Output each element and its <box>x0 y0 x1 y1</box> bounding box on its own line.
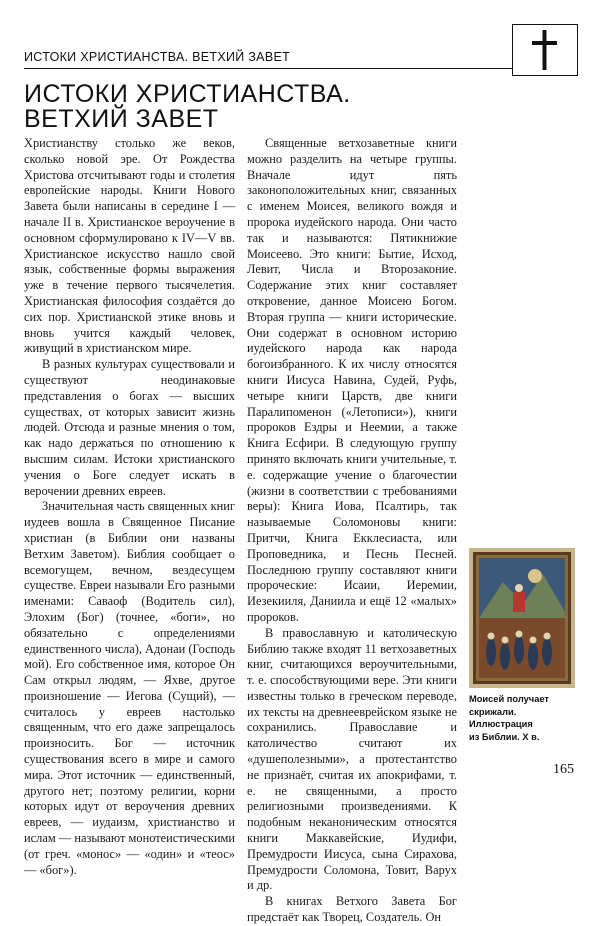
bible-illustration <box>469 548 575 688</box>
title-line: ИСТОКИ ХРИСТИАНСТВА. <box>24 80 351 108</box>
header-rule <box>24 68 512 69</box>
paragraph: Значительная часть священных книг иудеев вошла в Священное Писание христиан (в Библии они названы Ветхим Заветом). Библия сообщает о всемогущем, вечном, вездесущем существе. Евреи называли Его разными именами: Саваоф (Водитель сил), Элохим (Бог) (точнее, «боги», но обязательно с определениями единственного числа), Адонаи (Господь мой). Его собственное имя, которое Он Сам открыл людям, — Яхве, другое произношение — Иегова (Сущий), — считалось у евреев настолько священным, что его даже запрещалось произносить. Бог — источник существования всего в мире и самого мира. Этот источник — единственный, другого нет; поэтому религии, корни которых идут от вероучения древних евреев, — иудаизм, христианство и ислам — называют монотеистическими (от греч. «монос» — «один» и «теос» — «бог»). <box>24 499 235 877</box>
figure-caption <box>469 693 575 743</box>
paragraph: Священные ветхозаветные книги можно разделить на четыре группы. Вначале идут пять законоположительных книг, связанных с именем Моисея, великого вождя и пророка иудейского народа. Они часто так и называются: Пятикнижие Моисеево. Это книги: Бытие, Исход, Левит, Числа и Второзаконие. Содержание этих книг составляет откровение, данное Моисею Богом. Вторая группа — книги исторические. Они содержат в основном историю иудейского народа как народа богоизбранного. К их числу относятся книги Иисуса Навина, Судей, Руфь, четыре книги Царств, две книги Паралипоменон («Летописи»), книги пророков Ездры и Неемии, а также Книга Есфири. В следующую группу принято включать книги учительные, т. е. содержащие учение о благочестии (жизни в соответствии с требованиями веры): Книга Иова, Псалтирь, так называемые Соломоновы книги: Притчи, Книга Екклесиаста, или Проповедника, и Песнь Песней. Последнюю группу составляют книги пророческие: Исаии, Иеремии, Иезекииля, Даниила и ещё 12 «малых» пророков. <box>247 136 457 624</box>
paragraph: Христианству столько же веков, сколько новой эре. От Рождества Христова отсчитывают годы и столетия европейские народы. Книги Нового Завета были написаны в середине I — начале II в. Христианское вероучение в основном сформулировано к IV—V вв. Христианское искусство нашло свой язык, собственные формы выражения уже в течение первого тысячелетия. Христианская философия создаётся до сих пор. Христианской этике вновь и вновь учится каждый человек, живущий в христианском мире. <box>24 136 235 356</box>
cross-icon <box>525 29 565 71</box>
page-number: 165 <box>553 762 574 777</box>
cross-emblem <box>512 24 578 76</box>
page-title <box>24 82 351 132</box>
caption-line: скрижали. Иллюстрация <box>469 706 533 729</box>
caption-line: Моисей получает <box>469 694 549 704</box>
paragraph: В разных культурах существовали и существуют неодинаковые представления о богах — высших существах, от которых зависит жизнь людей. Отсюда и разные мнения о том, как надо держаться по отношению к высшим силам. Истоки христианского учения о Боге следует искать в верочении древних евреев. <box>24 357 235 498</box>
paragraph: В книгах Ветхого Завета Бог предстаёт как Творец, Создатель. Он <box>247 894 457 925</box>
text-column-right <box>247 136 457 926</box>
paragraph: В православную и католическую Библию также входят 11 ветхозаветных книг, считающихся вероучительными, т. е. способствующими вере. Эти книги известны только в греческом переводе, их тексты на древнееврейском языке не сохранились. Православие и католичество считают их «душеполезными», а протестантство не признаёт, считая их апокрифами, т. е. не священными, а просто религиозными произведениями. К подобным неканоническим относятся книги Маккавейские, Иудифи, Премудрости Иисуса, сына Сирахова, Премудрости Соломона, Товит, Варух и др. <box>247 625 457 893</box>
running-head: ИСТОКИ ХРИСТИАНСТВА. ВЕТХИЙ ЗАВЕТ <box>24 50 291 64</box>
title-line: ВЕТХИЙ ЗАВЕТ <box>24 105 219 133</box>
caption-line: из Библии. X в. <box>469 731 540 742</box>
illustration-image <box>473 552 571 684</box>
text-column-left <box>24 136 235 878</box>
